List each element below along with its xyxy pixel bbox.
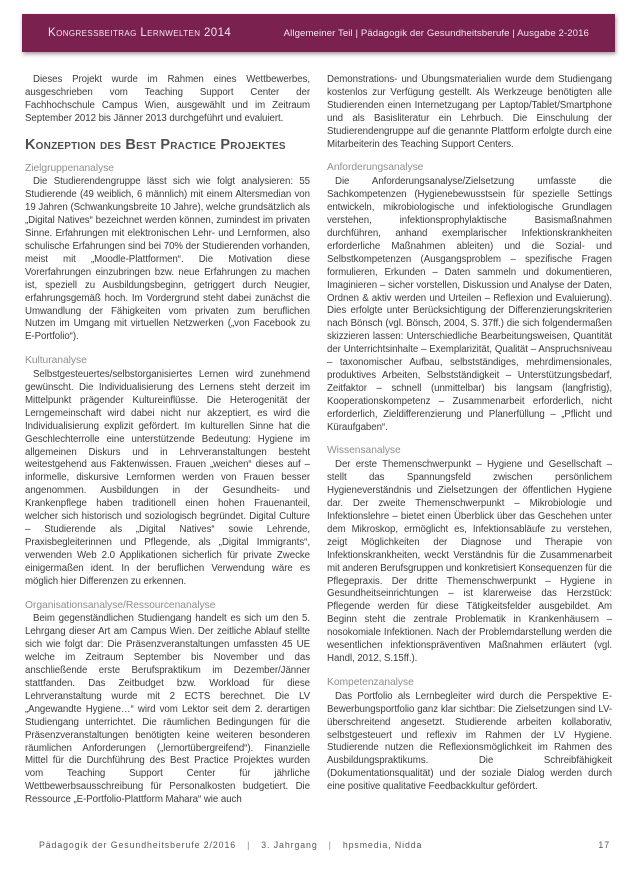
footer-imprint <box>25 840 422 850</box>
footer-separator: | <box>328 840 332 850</box>
footer-publisher: hpsmedia, Nidda <box>342 840 423 850</box>
left-column <box>25 74 310 830</box>
subheading-anforderungsanalyse: Anforderungsanalyse <box>327 162 424 174</box>
paragraph-zielgruppenanalyse: Die Studierendengruppe lässt sich wie folgt analysieren: 55 Studierende (49 weiblich, 6 männlich) mit einem Altersmedian von 19 Jahren (Schwankungsbreite 10 Jahre), welche grundsätzlich als „Digital Natives“ bezeichnet werden können, zumindest im privaten Sinne. Erfahrungen mit elektronischen Lehr- und Lernformen, also schulische Erfahrungen sind bei 70% der Studierenden vorhanden, meist mit „Moodle-Plattformen“. Die Motivation diese Vorerfahrungen einzubringen bzw. neue Erfahrungen zu machen ist, speziell zu Ausbildungsbeginn, getriggert durch Neugier, erfahrungsgemäß hoch. Im Vordergrund steht dabei zunächst die Umwandlung der Fähigkeiten vom privaten zum beruflichen Nutzen im Umgang mit virtuellen Netzwerken („von Facebook zu E-Portfolio“). <box>25 176 310 343</box>
footer-separator: | <box>247 840 251 850</box>
paragraph-wissensanalyse: Der erste Themenschwerpunkt – Hygiene und Gesellschaft – stellt das Spannungsfeld zwischen persönlichem Hygieneverständnis und Zielsetzungen der öffentlichen Hygiene dar. Der zweite Themenschwerpunkt – Mikrobiologie und Infektionslehre – bietet einen Überblick über das Geschehen unter dem Mikroskop, ermöglicht es, Infektionsabläufe zu verstehen, zeigt Möglichkeiten der Diagnose und Therapie von Infektionskrankheiten, weckt Verständnis für die Zusammenarbeit mit anderen Berufsgruppen und konkretisiert Konsequenzen für die Pflegepraxis. Der dritte Themenschwerpunkt – Hygiene in Gesundheitseinrichtungen – ist klarerweise das Herzstück: Pflegende werden für diese Tätigkeitsfelder ausgebildet. Am Beginn steht die zentrale Problematik in Krankenhäusern – nosokomiale Infektionen. Nach der Problemdarstellung werden die wesentlichen infektionspräventiven Maßnahmen erläutert (vgl. Handl, 2012, S.15ff.). <box>327 459 612 664</box>
page-header-banner <box>22 14 615 52</box>
article-body <box>25 74 612 830</box>
subheading-zielgruppenanalyse: Zielgruppenanalyse <box>25 162 114 174</box>
subheading-kulturanalyse: Kulturanalyse <box>25 355 87 367</box>
page-footer <box>25 840 612 850</box>
page-number: 17 <box>598 840 610 850</box>
subheading-kompetenzanalyse: Kompetenzanalyse <box>327 676 414 688</box>
paragraph-anforderungsanalyse: Die Anforderungsanalyse/Zielsetzung umfasste die Sachkompetenzen (Hygienebewusstsein für spezielle Settings entwickeln, mikrobiologische und infektiologische Grundlagen verstehen, infektionsprophylaktische Basismaßnahmen durchführen, anhand exemplarischer Infektionskrankheiten erforderliche Maßnahmen ableiten) und die Sozial- und Selbstkompetenzen (Ausgangsproblem – spezifische Fragen formulieren, Erkunden – Daten sammeln und dokumentieren, Imaginieren – sicher vorstellen, Diskussion und Analyse der Daten, Ordnen & aktiv werden und Urteilen – Reflexion und Evaluierung). Dies erfolgte unter Berücksichtigung der Differenzierungskriterien nach Bönsch (vgl. Bönsch, 2004, S. 37ff.) die sich folgendermaßen skizzieren lassen: Unterschiedliche Bearbeitungsweisen, Quantität der Unterrichtsinhalte – Exemplarizität, Qualität – Anspruchsniveau – taxonomischer Aufbau, selbstständiges, mehrdimensionales, produktives Arbeiten, Selbstständigkeit – Unterstützungsbedarf, Zeitfaktor – schnell (unmittelbar) bis langsam (langfristig), Kooperationskompetenz – Zusammenarbeit erforderlich, nicht erforderlich, Zieldifferenzierung und Planerfüllung – „Pflicht und Küraufgaben“. <box>327 176 612 433</box>
header-journal-label: Allgemeiner Teil | Pädagogik der Gesundheitsberufe | Ausgabe 2-2016 <box>283 27 589 39</box>
subheading-wissensanalyse: Wissensanalyse <box>327 445 401 457</box>
subheading-organisationsanalyse: Organisationsanalyse/Ressourcenanalyse <box>25 599 216 611</box>
section-heading: Konzeption des Best Practice Projektes <box>25 136 286 153</box>
paragraph-kulturanalyse: Selbstgesteuertes/selbstorganisiertes Lernen wird zunehmend gewünscht. Die Individualisierung des Lernens steht derzeit im Mittelpunkt prägender Kultureinflüsse. Die Heterogenität der Lerngemeinschaft wird dabei nicht nur akzeptiert, es wird die Individualisierung explizit gefördert. Im kulturellen Sinne hat die Geschlechterrolle eine unterstützende Bedeutung: Hygiene im allgemeinen Diskurs und in Lehrveranstaltungen besteht weitestgehend aus Faktenwissen. Frauen „weichen“ dieses auf – informelle, diskursive Lernformen werden von Frauen besser angenommen. Ausbildungen in der Gesundheits- und Krankenpflege haben traditionell einen hohen Frauenanteil, welcher sich historisch und soziologisch begründet. Digital Culture – Studierende als „Digital Natives“ sowie Lehrende, Praxisbegleiterinnen und Pflegende, als „Digital Immigrants“, verwenden Web 2.0 Applikationen sicherlich für private Zwecke einigermaßen ident. In der beruflichen Verwendung wäre es möglich hier Differenzen zu erkennen. <box>25 369 310 587</box>
intro-paragraph: Dieses Projekt wurde im Rahmen eines Wettbewerbes, ausgeschrieben vom Teaching Support Center der Fachhochschule Campus Wien, ausgewählt und im Zeitraum September 2012 bis Jänner 2013 durchgeführt und evaluiert. <box>25 74 310 124</box>
paragraph-kompetenzanalyse: Das Portfolio als Lernbegleiter wird durch die Perspektive E-Bewerbungsportfolio ganz klar sichtbar: Die Zielsetzungen sind LV-überschreitend angesetzt. Studierende arbeiten kollaborativ, selbstgesteuert und reflexiv im Rahmen der LV Hygiene. Studierende nutzen die Reflexionsmöglichkeit im Rahmen des Ausbildungspraktikums. Die Schreibfähigkeit (Dokumentationsqualität) und der soziale Dialog werden durch eine positive qualitative Feedbackkultur gefördert. <box>327 690 612 793</box>
paragraph-organisationsanalyse: Beim gegenständlichen Studiengang handelt es sich um den 5. Lehrgang dieser Art am Campus Wien. Der zeitliche Ablauf stellte sich wie folgt dar: Die Präsenzveranstaltungen umfassten 45 UE welche im Zeitraum September bis November und das anschließende erste Berufspraktikum im Dezember/Jänner stattfanden. Das Zeitbudget bzw. Workload für diese Lehrveranstaltung wurde mit 2 ECTS berechnet. Die LV „Angewandte Hygiene…“ wird vom Lektor seit dem 2. derartigen Studiengang unterrichtet. Die räumlichen Bedingungen für die Präsenzveranstaltungen benötigten keine weiteren besonderen räumlichen Anforderungen („lernortübergreifend“). Finanzielle Mittel für die Durchführung des Best Practice Projektes wurden vom Teaching Support Center für jährliche Wettbewerbsausschreibung für Personalkosten budgetiert. Die Ressource „E-Portfolio-Plattform Mahara“ wie auch <box>25 613 310 806</box>
footer-volume: 3. Jahrgang <box>261 840 318 850</box>
header-congress-label: Kongressbeitrag Lernwelten 2014 <box>48 27 232 39</box>
continuation-paragraph: Demonstrations- und Übungsmaterialien wurde dem Studiengang kostenlos zur Verfügung gestellt. Als Werkzeuge benötigten alle Studierenden einen Internetzugang per Laptop/Tablet/Smartphone und als Basisliteratur ein Lehrbuch. Die Einschulung der Studierendengruppe auf die genannte Plattform erfolgte durch eine Mitarbeiterin des Teaching Support Centers. <box>327 74 612 150</box>
footer-journal-title: Pädagogik der Gesundheitsberufe 2/2016 <box>39 840 237 850</box>
right-column <box>327 74 612 830</box>
